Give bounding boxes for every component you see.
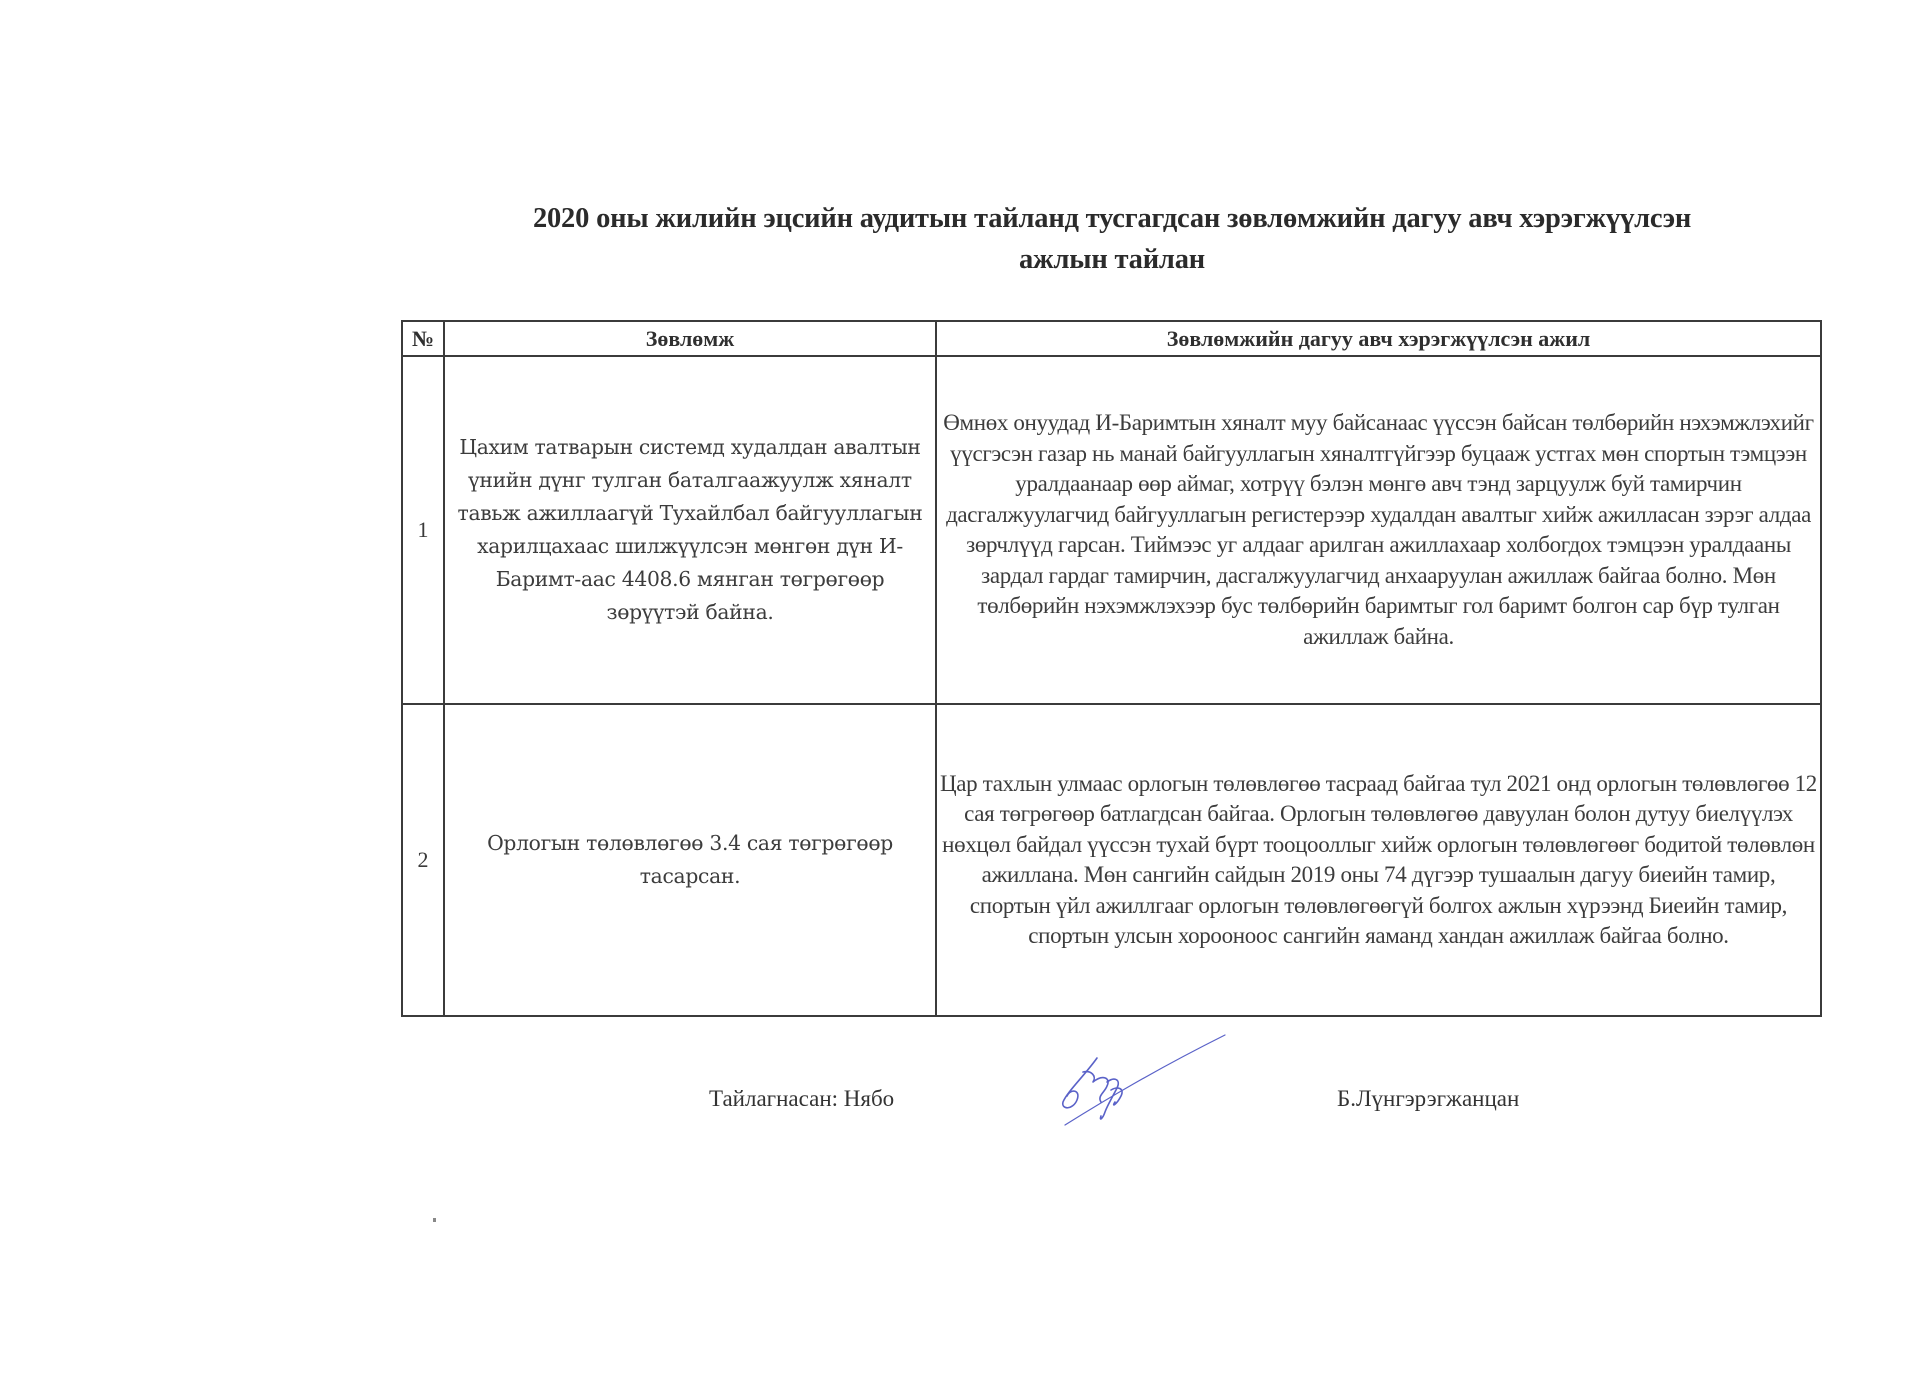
recommendations-table: [401, 320, 1822, 1017]
row-number: 1: [402, 356, 444, 704]
recommendation-cell: Цахим татварын системд худалдан авалтын үнийн дүнг тулган баталгаажуулж хяналт тавьж ажиллаагүй Тухайлбал байгууллагын харилцахаас шилжүүлсэн мөнгөн дүн И-Баримт-аас 4408.6 мянган төгрөгөөр зөрүүтэй байна.: [444, 356, 936, 704]
reported-by-label: Тайлагнасан: Нябо: [709, 1086, 895, 1111]
signatory-name: Б.Лүнгэрэгжанцан: [1337, 1086, 1520, 1111]
header-action: Зөвлөмжийн дагуу авч хэрэгжүүлсэн ажил: [936, 321, 1821, 356]
header-number: №: [402, 321, 444, 356]
title-line-1: 2020 оны жилийн эцсийн аудитын тайланд тусгагдсан зөвлөмжийн дагуу авч хэрэгжүүлсэн: [532, 203, 1692, 234]
action-cell: Цар тахлын улмаас орлогын төлөвлөгөө тасраад байгаа тул 2021 онд орлогын төлөвлөгөө 12 сая төгрөгөөр батлагдсан байгаа. Орлогын төлөвлөгөө давуулан болон дутуу биелүүлэх нөхцөл байдал үүссэн тухай бүрт тооцооллыг хийж орлогын төлөвлөгөөг бодитой төлөвлөн ажиллана. Мөн сангийн сайдын 2019 оны 74 дүгээр тушаалын дагуу биеийн тамир, спортын үйл ажиллгааг орлогын төлөвлөгөөгүй болгох ажлын хүрээнд Биеийн тамир, спортын улсын хорооноос сангийн яаманд хандан ажиллаж байгаа болно.: [936, 704, 1821, 1016]
recommendation-cell: Орлогын төлөвлөгөө 3.4 сая төгрөгөөр тасарсан.: [444, 704, 936, 1016]
row-number: 2: [402, 704, 444, 1016]
title-line-2: ажлын тайлан: [1019, 244, 1205, 275]
header-recommendation: Зөвлөмж: [444, 321, 936, 356]
signature-icon: [1045, 1030, 1235, 1135]
action-cell: Өмнөх онуудад И-Баримтын хяналт муу байсанаас үүссэн байсан төлбөрийн нэхэмжлэхийг үүсгэсэн газар нь манай байгууллагын хяналтгүйгээр буцааж устгах мөн спортын тэмцээн уралдаанаар өөр аймаг, хотрүү бэлэн мөнгө авч тэнд зарцуулж буй тамирчин дасгалжуулагчид байгууллагын регистерээр худалдан авалтыг хийж ажилласан зэрэг алдаа зөрчлүүд гарсан. Тиймээс уг алдааг арилган ажиллахаар холбогдох тэмцээн уралдааны зардал гардаг тамирчин, дасгалжуулагчид анхааруулан ажиллаж байгаа болно. Мөн төлбөрийн нэхэмжлэхээр бус төлбөрийн баримтыг гол баримт болгон сар бүр тулган ажиллаж байна.: [936, 356, 1821, 704]
table-row: [402, 356, 1821, 704]
document-title: [400, 198, 1824, 280]
table-header-row: [402, 321, 1821, 356]
table-row: [402, 704, 1821, 1016]
scan-speck: [433, 1218, 436, 1222]
